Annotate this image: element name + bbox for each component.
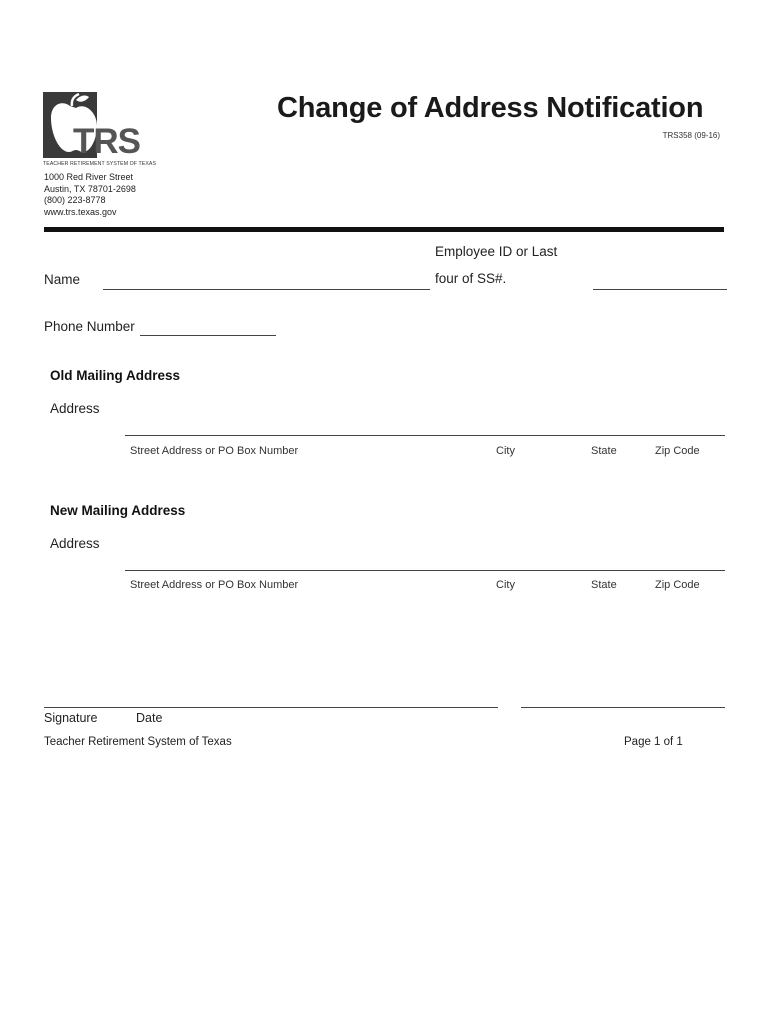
new-zip-label: Zip Code bbox=[655, 579, 700, 591]
trs-logo bbox=[43, 92, 157, 170]
old-address-heading: Old Mailing Address bbox=[50, 368, 181, 383]
old-street-label: Street Address or PO Box Number bbox=[130, 445, 299, 457]
address-line-2: Austin, TX 78701-2698 bbox=[44, 183, 136, 194]
old-state-label: State bbox=[591, 445, 617, 457]
new-city-label: City bbox=[496, 579, 515, 591]
header-divider bbox=[44, 227, 724, 232]
name-field[interactable] bbox=[103, 289, 430, 290]
logo-tagline: TEACHER RETIREMENT SYSTEM OF TEXAS bbox=[43, 161, 157, 167]
employee-id-label-1: Employee ID or Last bbox=[435, 244, 558, 259]
date-label: Date bbox=[136, 711, 163, 725]
name-label: Name bbox=[44, 272, 81, 287]
page-number: Page 1 of 1 bbox=[624, 736, 683, 748]
footer-org: Teacher Retirement System of Texas bbox=[44, 736, 232, 748]
logo-letters: TRS bbox=[73, 122, 140, 161]
phone-label: Phone Number bbox=[44, 319, 135, 334]
signature-label: Signature bbox=[44, 711, 98, 725]
old-address-label: Address bbox=[50, 401, 100, 416]
new-address-heading: New Mailing Address bbox=[50, 503, 186, 518]
new-street-label: Street Address or PO Box Number bbox=[130, 579, 299, 591]
org-website: www.trs.texas.gov bbox=[44, 206, 117, 217]
org-phone: (800) 223-8778 bbox=[44, 195, 106, 205]
phone-field[interactable] bbox=[140, 335, 276, 336]
new-address-field[interactable] bbox=[125, 570, 725, 571]
employee-id-label-2: four of SS#. bbox=[435, 271, 507, 286]
old-city-label: City bbox=[496, 445, 515, 457]
employee-id-field[interactable] bbox=[593, 289, 727, 290]
page-title: Change of Address Notification bbox=[277, 92, 704, 124]
org-address bbox=[44, 172, 136, 218]
form-code: TRS358 (09-16) bbox=[662, 131, 720, 140]
old-address-field[interactable] bbox=[125, 435, 725, 436]
date-field[interactable] bbox=[521, 707, 725, 708]
new-address-label: Address bbox=[50, 536, 100, 551]
signature-field[interactable] bbox=[44, 707, 498, 708]
address-line-1: 1000 Red River Street bbox=[44, 172, 134, 182]
new-state-label: State bbox=[591, 579, 617, 591]
old-zip-label: Zip Code bbox=[655, 445, 700, 457]
